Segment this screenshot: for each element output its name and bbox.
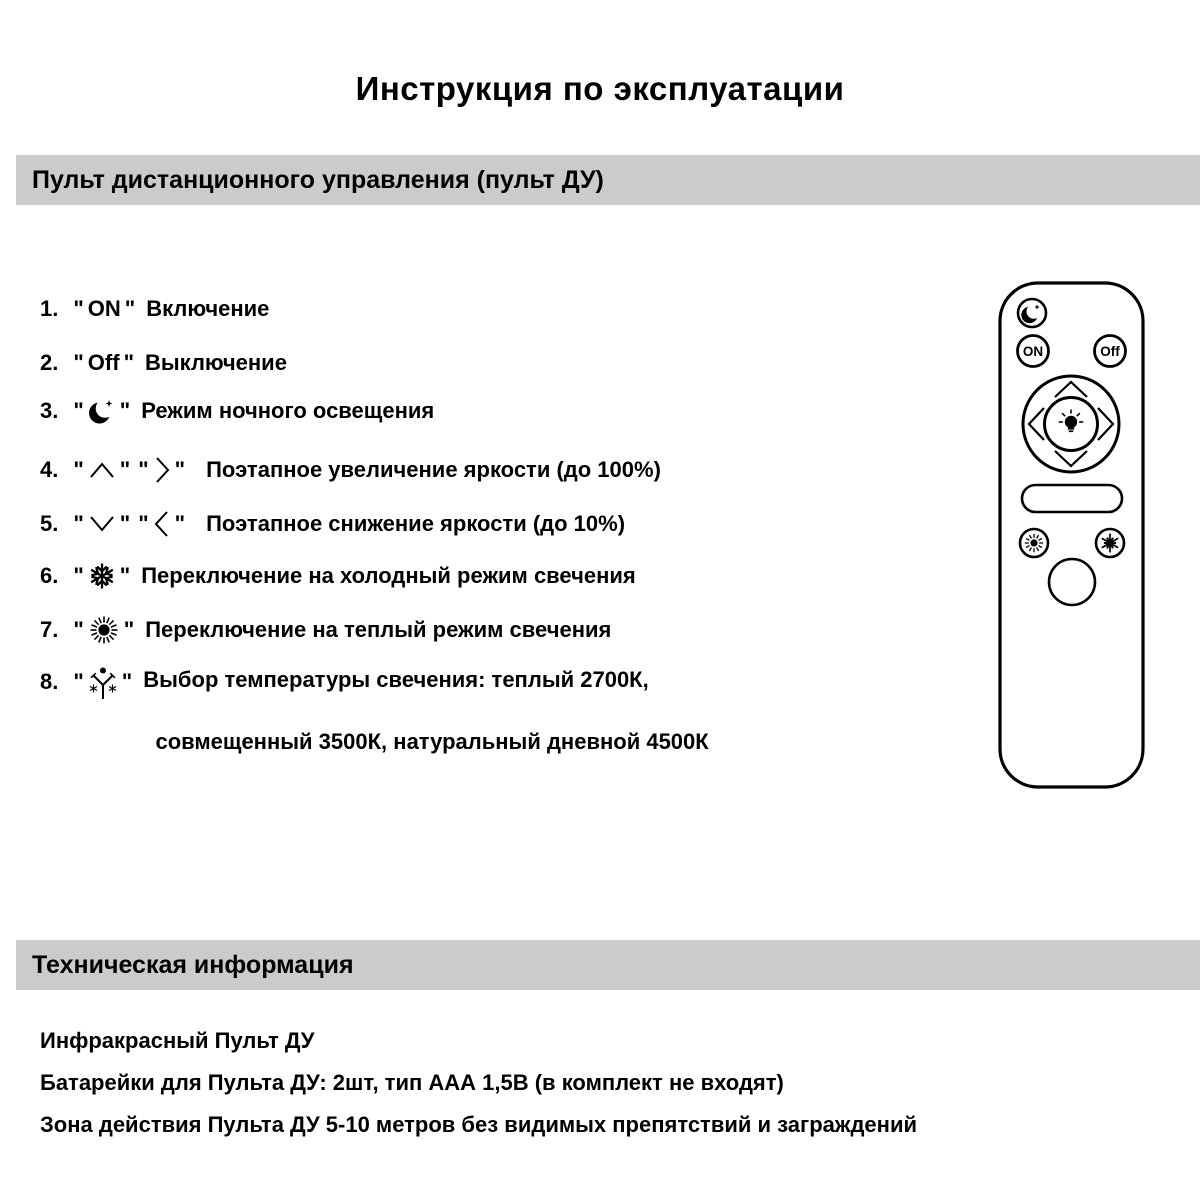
quote-mark: " <box>73 457 84 482</box>
item-description: Переключение на теплый режим свечения <box>145 617 612 642</box>
item-description: Режим ночного освещения <box>141 398 435 423</box>
tech-info-line: Батарейки для Пульта ДУ: 2шт, тип ААА 1,5В (в комплект не входят) <box>40 1070 784 1095</box>
quote-mark: " <box>119 398 131 423</box>
quote-mark: " <box>73 511 84 536</box>
quote-mark: " <box>138 511 149 536</box>
section-header-tech <box>16 940 1200 990</box>
list-item-brightness-down <box>40 509 625 539</box>
moon-night-mode-icon <box>88 396 116 426</box>
list-item-off <box>40 350 287 376</box>
button-label: ON <box>87 296 121 321</box>
chevron-left-icon <box>153 509 171 539</box>
remote-control-illustration <box>995 280 1155 792</box>
quote-mark: " <box>119 457 131 482</box>
item-number: 6. <box>40 563 59 588</box>
item-description-line1: Выбор температуры свечения: теплый 2700К, <box>143 667 649 692</box>
item-number: 1. <box>40 296 59 321</box>
item-description: Выключение <box>145 350 287 375</box>
quote-mark: " <box>73 563 84 588</box>
item-number: 3. <box>40 398 59 423</box>
item-description: Переключение на холодный режим свечения <box>141 563 636 588</box>
item-number: 5. <box>40 511 59 536</box>
snowflake-cold-mode-icon <box>88 562 116 590</box>
section-header-tech-label: Техническая информация <box>32 950 354 979</box>
item-number: 2. <box>40 350 59 375</box>
list-item-brightness-up <box>40 455 661 485</box>
quote-mark: " <box>138 457 149 482</box>
item-number: 8. <box>40 669 59 694</box>
quote-mark: " <box>174 511 186 536</box>
item-number: 7. <box>40 617 59 642</box>
quote-mark: " <box>124 296 136 321</box>
chevron-up-icon <box>88 460 116 480</box>
quote-mark: " <box>73 669 84 694</box>
quote-mark: " <box>121 669 133 694</box>
quote-mark: " <box>123 350 134 375</box>
section-header-remote <box>16 155 1200 205</box>
quote-mark: " <box>73 398 84 423</box>
item-description: Поэтапное снижение яркости (до 10%) <box>206 511 626 536</box>
quote-mark: " <box>73 617 84 642</box>
off-button-label: Off <box>1100 344 1120 359</box>
chevron-right-icon <box>153 455 171 485</box>
temperature-select-icon <box>88 664 118 702</box>
list-item-cold-mode <box>40 562 636 590</box>
item-description-line2: совмещенный 3500К, натуральный дневной 4500К <box>155 729 709 754</box>
page-title: Инструкция по эксплуатации <box>355 70 845 107</box>
quote-mark: " <box>174 457 186 482</box>
chevron-down-icon <box>88 514 116 534</box>
item-description: Поэтапное увеличение яркости (до 100%) <box>206 457 661 482</box>
item-number: 4. <box>40 457 59 482</box>
list-item-night-mode <box>40 396 434 426</box>
item-description <box>143 664 708 757</box>
on-button-label: ON <box>1022 344 1044 359</box>
quote-mark: " <box>73 350 84 375</box>
tech-info-line: Зона действия Пульта ДУ 5-10 метров без видимых препятствий и заграждений <box>40 1112 918 1137</box>
list-item-temperature-select <box>40 664 709 757</box>
quote-mark: " <box>119 511 131 536</box>
quote-mark: " <box>119 563 131 588</box>
button-label: Off <box>87 350 120 375</box>
list-item-warm-mode <box>40 614 611 646</box>
tech-info-line: Инфракрасный Пульт ДУ <box>40 1028 315 1053</box>
section-header-remote-label: Пульт дистанционного управления (пульт ДУ) <box>32 165 604 194</box>
quote-mark: " <box>123 617 135 642</box>
item-description: Включение <box>146 296 270 321</box>
sun-warm-mode-icon <box>88 614 120 646</box>
list-item-on <box>40 296 269 322</box>
quote-mark: " <box>73 296 84 321</box>
